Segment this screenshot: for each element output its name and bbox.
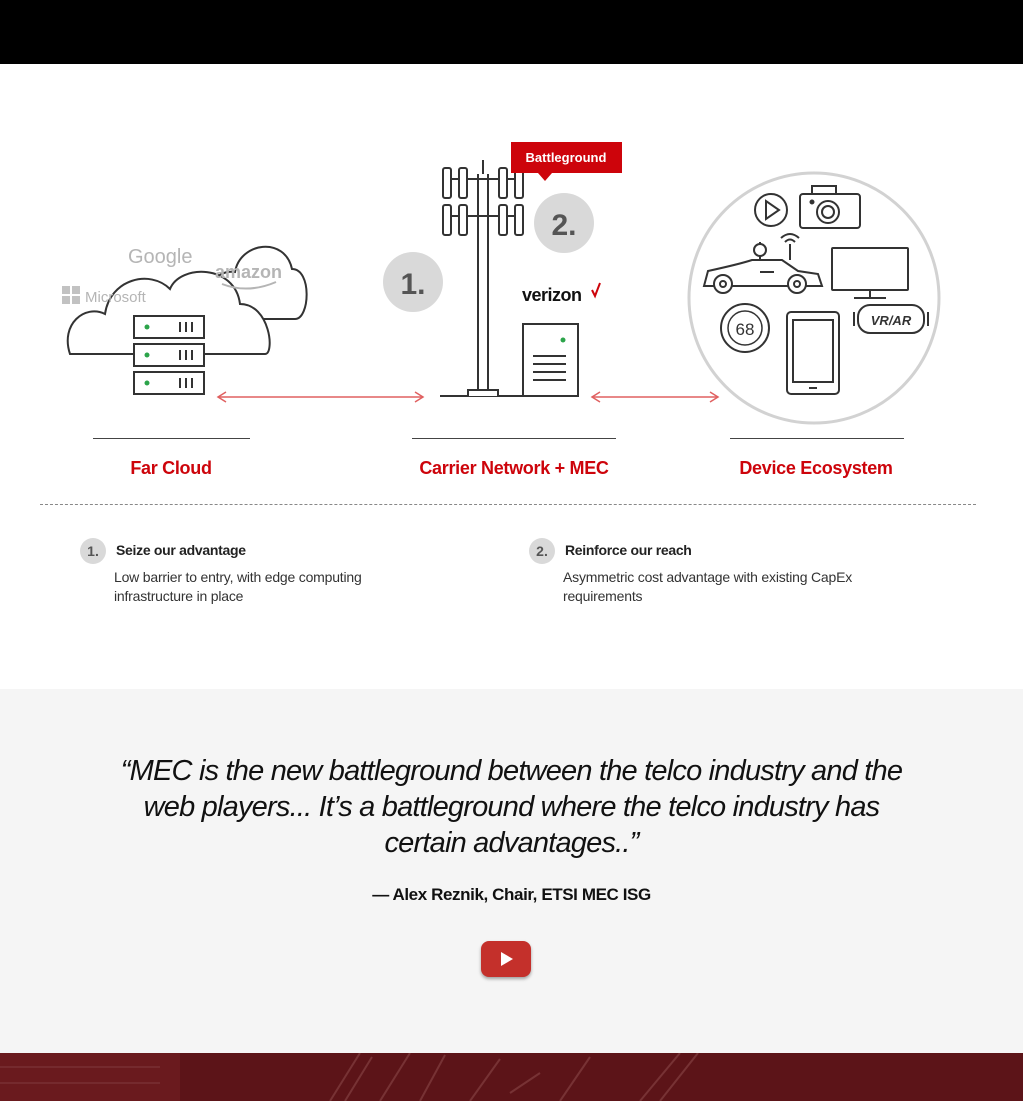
point-number-badge: 2. [529,538,555,564]
cell-tower-icon [440,160,528,396]
arrow-cloud-to-carrier [218,392,423,402]
step-two-marker [534,193,594,253]
point-number-badge: 1. [80,538,106,564]
point-title: Reinforce our reach [565,542,692,558]
microsoft-logo-icon [62,286,80,304]
far-cloud-label: Far Cloud [130,458,212,478]
mec-server-icon [523,324,578,396]
point-description: Low barrier to entry, with edge computing infrastructure in place [114,569,362,604]
point-description: Asymmetric cost advantage with existing CapEx requirements [563,569,853,604]
top-bar [0,0,1023,64]
bottom-band-texture [0,1053,1023,1101]
carrier-network-label: Carrier Network + MEC [419,458,609,478]
step-one-marker [383,252,443,312]
verizon-logo: verizon [522,285,582,305]
battleground-badge [511,142,622,181]
server-stack-icon [134,316,204,394]
vr-label: VR/AR [870,313,912,328]
carrier-rule [412,438,616,439]
mec-diagram [0,64,1023,689]
step-one-number: 1. [400,268,426,301]
thermostat-value: 68 [735,320,755,339]
far-cloud-rule [93,438,250,439]
device-ecosystem-circle [689,173,939,423]
thermostat-icon [721,304,769,352]
dashed-divider [40,504,976,505]
quote-text: “MEC is the new battleground between the telco industry and the web players... It’s a battleground where the telco industry has certain advantages..” [120,755,903,859]
cloud-illustration [62,246,307,394]
step-two-number: 2. [551,209,577,242]
point-title: Seize our advantage [116,542,246,558]
amazon-logo: amazon [215,262,283,282]
play-circle-icon [755,194,787,226]
quote-section [0,689,1023,1053]
device-ecosystem-label: Device Ecosystem [739,458,893,478]
quote-attribution: — Alex Reznik, Chair, ETSI MEC ISG [372,885,651,904]
monitor-icon [832,248,908,298]
vr-headset-icon [854,305,928,333]
bottom-band [0,1053,1023,1101]
google-logo: Google [128,246,193,268]
device-rule [730,438,904,439]
play-icon [501,952,513,966]
youtube-play-button[interactable] [481,941,531,977]
arrow-carrier-to-device [592,392,718,402]
battleground-label: Battleground [525,150,607,165]
verizon-check-icon [592,283,600,296]
microsoft-logo: Microsoft [85,289,146,306]
tablet-icon [787,312,839,394]
